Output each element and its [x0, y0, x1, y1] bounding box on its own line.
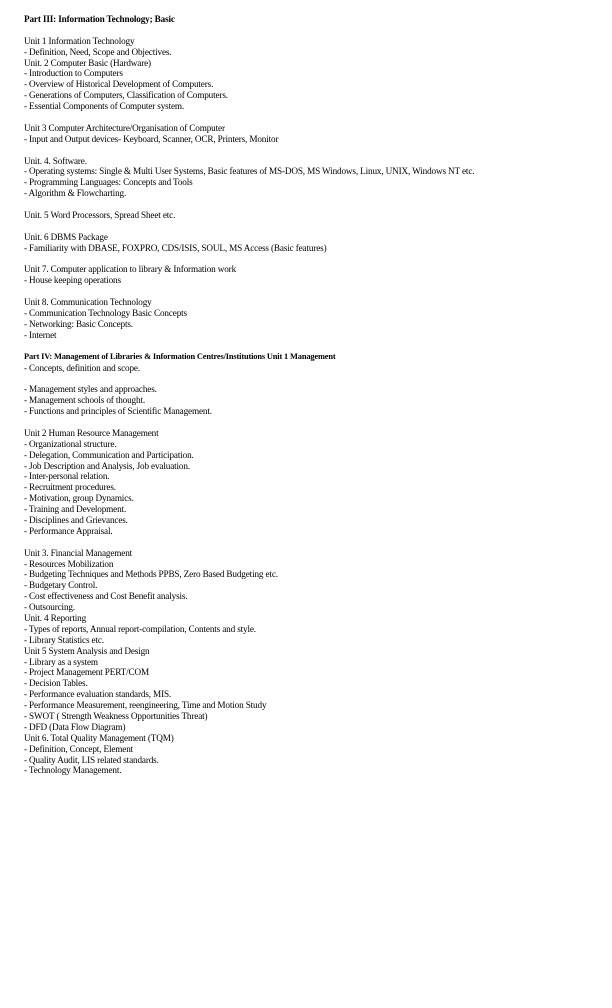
list-item: - Algorithm & Flowcharting.: [24, 188, 127, 199]
unit-6-title: Unit. 6 DBMS Package: [24, 231, 108, 242]
list-item: - Introduction to Computers: [24, 68, 123, 79]
unit-1-title: Unit 1 Information Technology: [24, 35, 135, 46]
list-item: - Library as a system: [24, 656, 98, 667]
list-item: - Operating systems: Single & Multi User Systems, Basic features of MS-DOS, MS Windows, Linux, UNIX, Windows NT etc.: [24, 166, 475, 177]
list-item: - Functions and principles of Scientific Management.: [24, 406, 212, 417]
list-item: - Recruitment procedures.: [24, 482, 116, 493]
list-item: - House keeping operations: [24, 275, 121, 286]
spacer: [24, 417, 604, 428]
list-item: - Essential Components of Computer system.: [24, 101, 185, 112]
list-item: - Internet: [24, 329, 57, 340]
list-item: - Definition, Need, Scope and Objectives.: [24, 46, 172, 57]
list-item: - Definition, Concept, Element: [24, 743, 134, 754]
list-item: - Input and Output devices- Keyboard, Scanner, OCR, Printers, Monitor: [24, 133, 279, 144]
list-item: - Technology Management.: [24, 765, 122, 776]
list-item: - Outsourcing.: [24, 602, 75, 613]
list-item: - Types of reports, Annual report-compilation, Contents and style.: [24, 623, 256, 634]
spacer: [24, 145, 604, 156]
list-item: - Performance Appraisal.: [24, 525, 113, 536]
list-item: - Library Statistics etc.: [24, 634, 104, 645]
unit-8-title: Unit 8. Communication Technology: [24, 297, 152, 308]
unit-3-title: Unit 3 Computer Architecture/Organisation of Computer: [24, 122, 225, 133]
list-item: - Budgetary Control.: [24, 580, 98, 591]
spacer: [24, 286, 604, 297]
list-item: - Performance Measurement, reengineering, Time and Motion Study: [24, 700, 267, 711]
spacer: [24, 254, 604, 265]
list-item: - Motivation, group Dynamics.: [24, 493, 134, 504]
list-item: - Decision Tables.: [24, 678, 88, 689]
unit-2-title: Unit 2 Human Resource Management: [24, 427, 159, 438]
part-iii-title: Part III: Information Technology; Basic: [24, 14, 175, 24]
list-item: - Training and Development.: [24, 504, 127, 515]
list-item: - Performance evaluation standards, MIS.: [24, 689, 172, 700]
spacer: [24, 199, 604, 210]
list-item: - Organizational structure.: [24, 438, 117, 449]
list-item: - Management schools of thought.: [24, 395, 145, 406]
spacer: [24, 373, 604, 384]
unit-4-title: Unit. 4. Software.: [24, 155, 87, 166]
list-item: - Inter-personal relation.: [24, 471, 110, 482]
unit-5-title: Unit 5 System Analysis and Design: [24, 645, 150, 656]
list-item: - Overview of Historical Development of Computers.: [24, 79, 214, 90]
spacer: [24, 341, 604, 352]
unit-3-title: Unit 3. Financial Management: [24, 547, 133, 558]
list-item: - Resources Mobilization: [24, 558, 114, 569]
list-item: - Disciplines and Grievances.: [24, 514, 128, 525]
unit-4-title: Unit. 4 Reporting: [24, 612, 87, 623]
spacer: [24, 112, 604, 123]
list-item: - Networking: Basic Concepts.: [24, 318, 133, 329]
list-item: - Programming Languages: Concepts and Tools: [24, 177, 193, 188]
unit-5-title: Unit. 5 Word Processors, Spread Sheet etc.: [24, 210, 176, 221]
list-item: - Management styles and approaches.: [24, 384, 157, 395]
list-item: - Communication Technology Basic Concepts: [24, 308, 187, 319]
spacer: [24, 537, 604, 548]
list-item: - Delegation, Communication and Participation.: [24, 449, 194, 460]
unit-6-title: Unit 6. Total Quality Management (TQM): [24, 732, 174, 743]
unit-2-title: Unit. 2 Computer Basic (Hardware): [24, 57, 151, 68]
syllabus-document: [24, 14, 604, 776]
list-item: - Cost effectiveness and Cost Benefit analysis.: [24, 591, 188, 602]
list-item: - Quality Audit, LIS related standards.: [24, 754, 159, 765]
list-item: - SWOT ( Strength Weakness Opportunities Threat): [24, 711, 208, 721]
list-item: - DFD (Data Flow Diagram): [24, 721, 126, 732]
part-iv-title: Part IV: Management of Libraries & Information Centres/Institutions Unit 1 Management: [24, 351, 336, 361]
list-item: - Job Description and Analysis, Job evaluation.: [24, 460, 190, 471]
list-item: - Concepts, definition and scope.: [24, 362, 140, 373]
spacer: [24, 221, 604, 232]
list-item: - Budgeting Techniques and Methods PPBS, Zero Based Budgeting etc.: [24, 569, 278, 580]
unit-7-title: Unit 7. Computer application to library & Information work: [24, 264, 237, 275]
list-item: - Familiarity with DBASE, FOXPRO, CDS/ISIS, SOUL, MS Access (Basic features): [24, 242, 327, 253]
spacer: [24, 25, 604, 36]
list-item: - Project Management PERT/COM: [24, 667, 149, 678]
list-item: - Generations of Computers, Classification of Computers.: [24, 90, 228, 101]
